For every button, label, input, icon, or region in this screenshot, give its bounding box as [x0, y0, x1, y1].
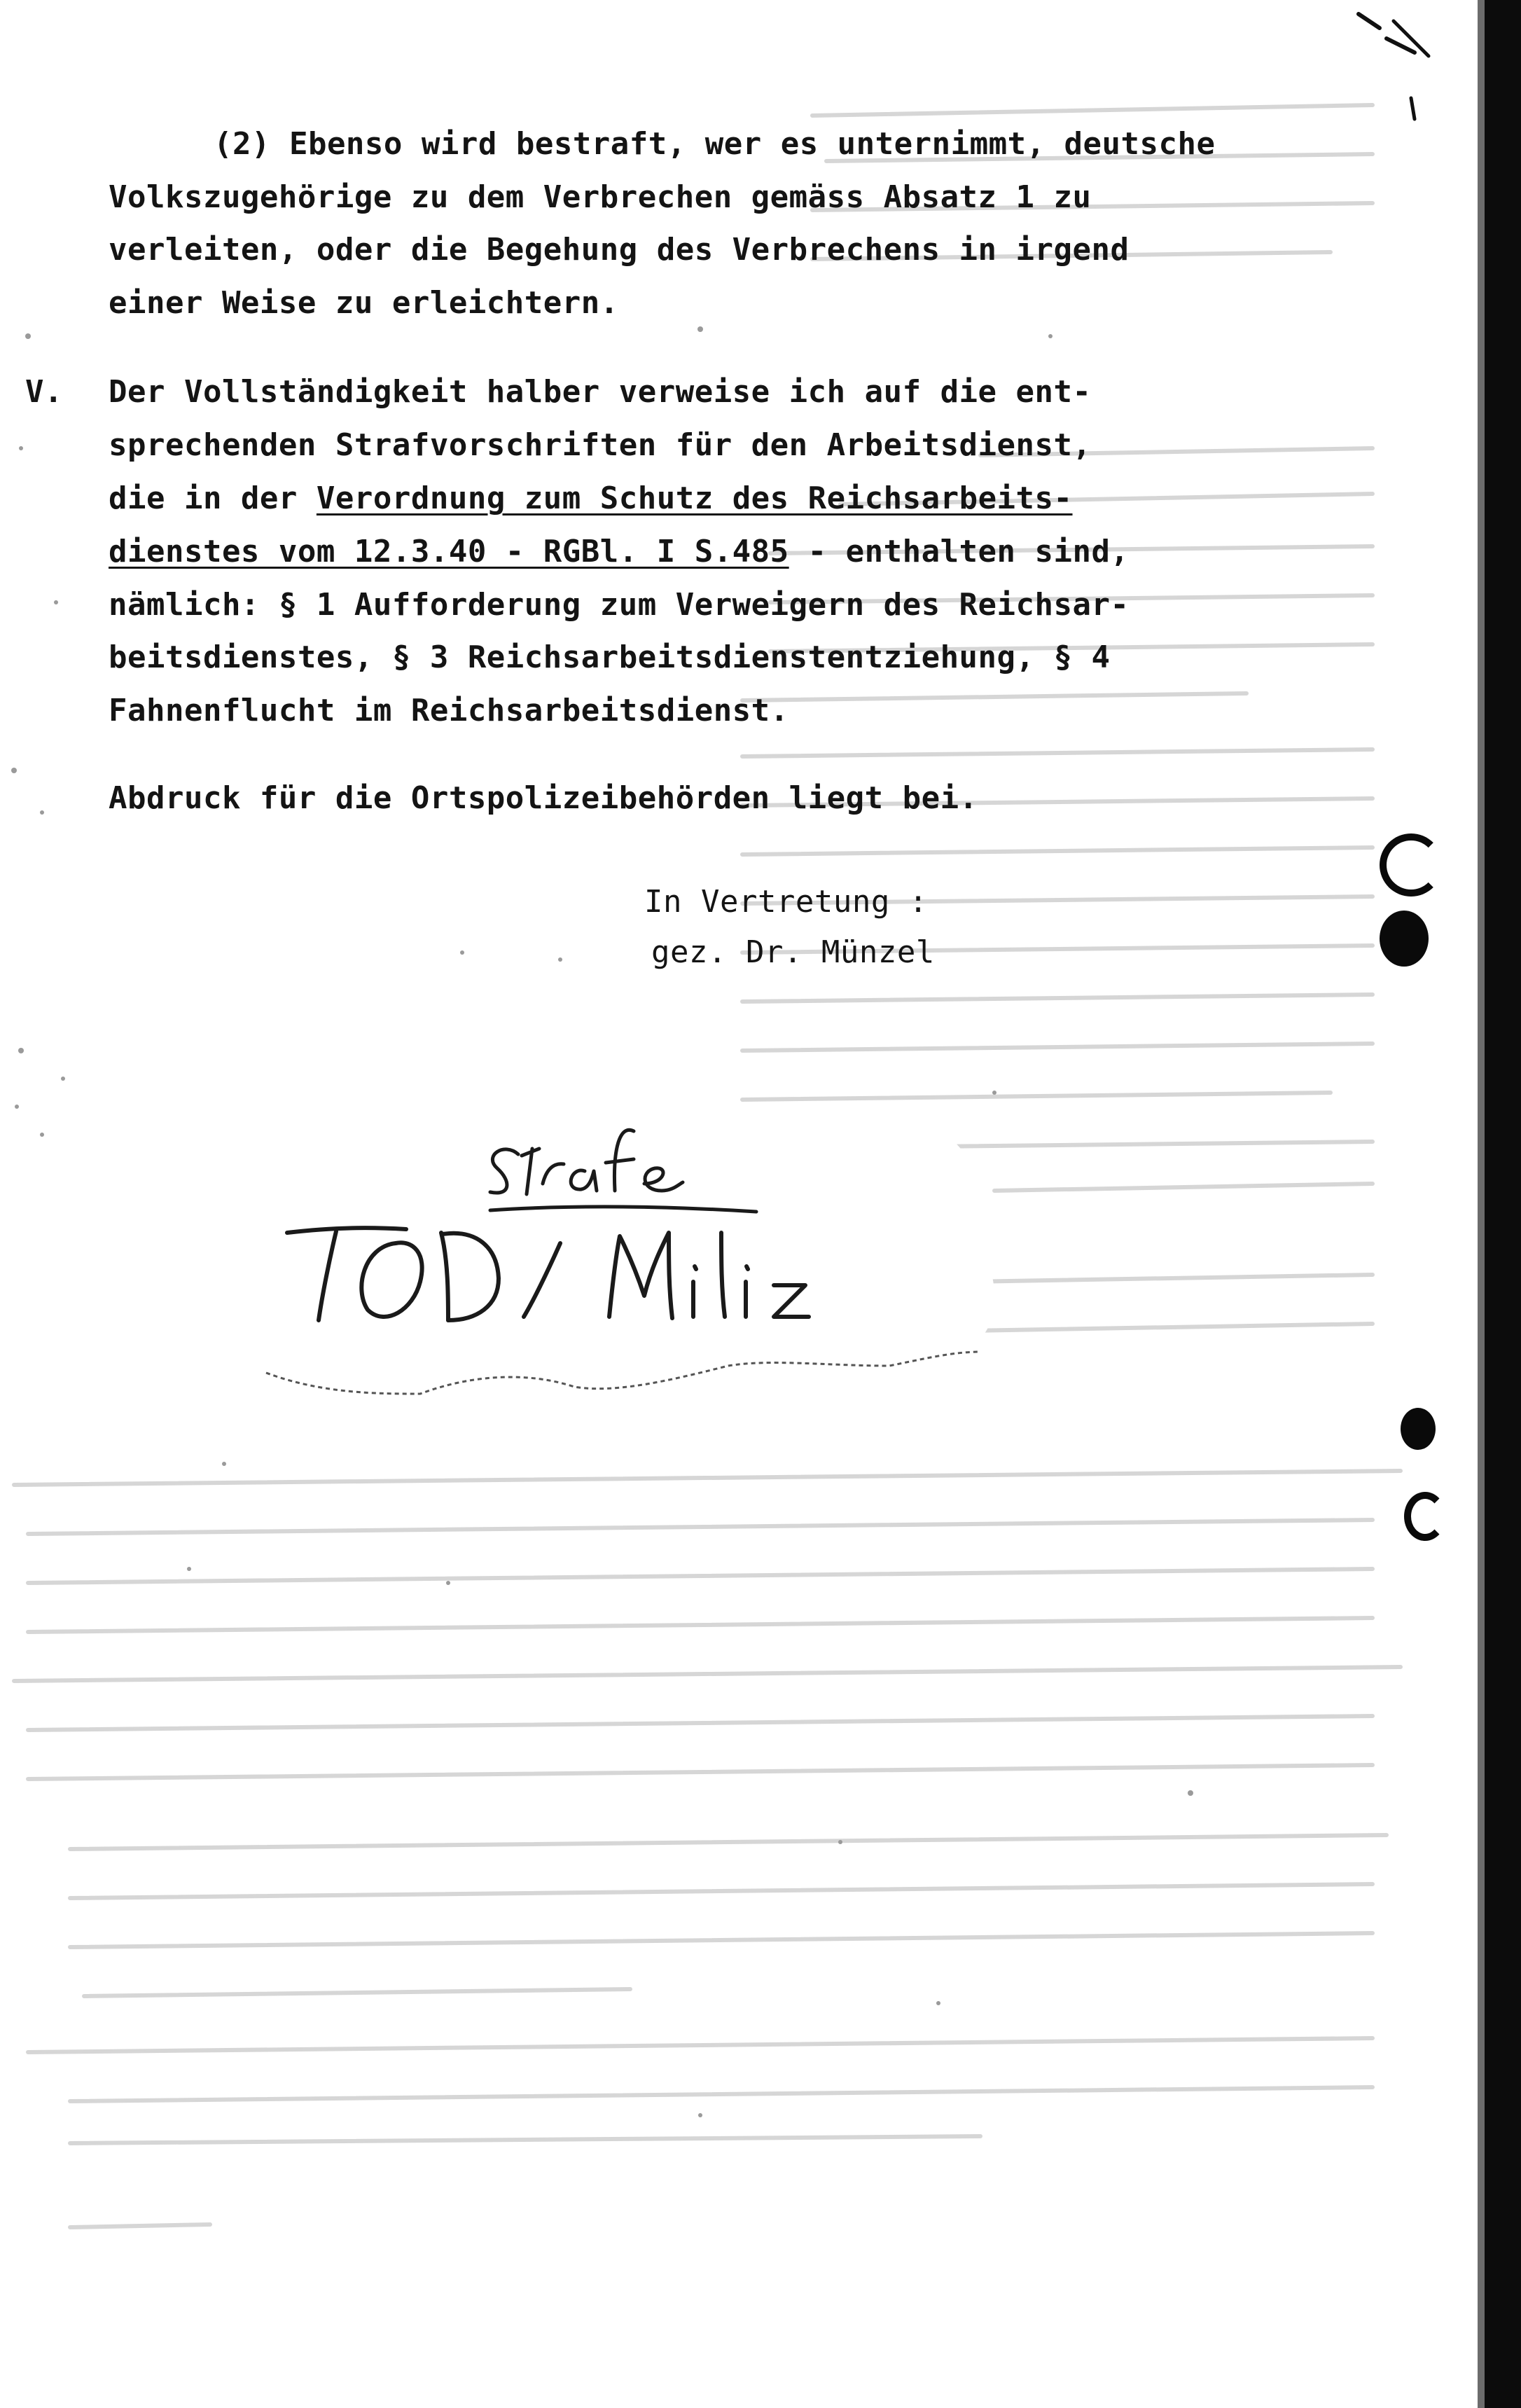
para-2-line-1: (2) Ebenso wird bestraft, wer es unternimmt, deutsche	[214, 126, 1216, 162]
section-v-line-5: nämlich: § 1 Aufforderung zum Verweigern des Reichsar-	[109, 587, 1130, 623]
section-v-line-7: Fahnenflucht im Reichsarbeitsdienst.	[109, 693, 789, 728]
handwritten-word-tod-miliz	[287, 1228, 809, 1320]
enclosure-note: Abdruck für die Ortspolizeibehörden liegt bei.	[109, 780, 978, 816]
decree-title-underlined: Verordnung zum Schutz des Reichsarbeits-	[316, 480, 1073, 516]
section-v-line-4-suffix: - enthalten sind,	[789, 534, 1130, 569]
section-v-line-3-prefix: die in der	[109, 480, 317, 516]
handwritten-word-strafe	[490, 1130, 756, 1212]
section-v-line-1: Der Vollständigkeit halber verweise ich auf die ent-	[109, 374, 1092, 410]
section-v-numeral: V.	[25, 374, 63, 410]
para-2-line-3: verleiten, oder die Begehung des Verbrechens in irgend	[109, 232, 1130, 268]
section-v-line-2: sprechenden Strafvorschriften für den Arbeitsdienst,	[109, 427, 1092, 463]
decree-reference-underlined: dienstes vom 12.3.40 - RGBl. I S.485	[109, 534, 789, 569]
section-v-line-6: beitsdienstes, § 3 Reichsarbeitsdienstentziehung, § 4	[109, 639, 1111, 675]
signature-line-2: gez. Dr. Münzel	[651, 934, 935, 970]
para-2-line-2: Volkszugehörige zu dem Verbrechen gemäss Absatz 1 zu	[109, 179, 1092, 215]
para-2-line-4: einer Weise zu erleichtern.	[109, 285, 619, 321]
signature-line-1: In Vertretung :	[644, 884, 928, 920]
